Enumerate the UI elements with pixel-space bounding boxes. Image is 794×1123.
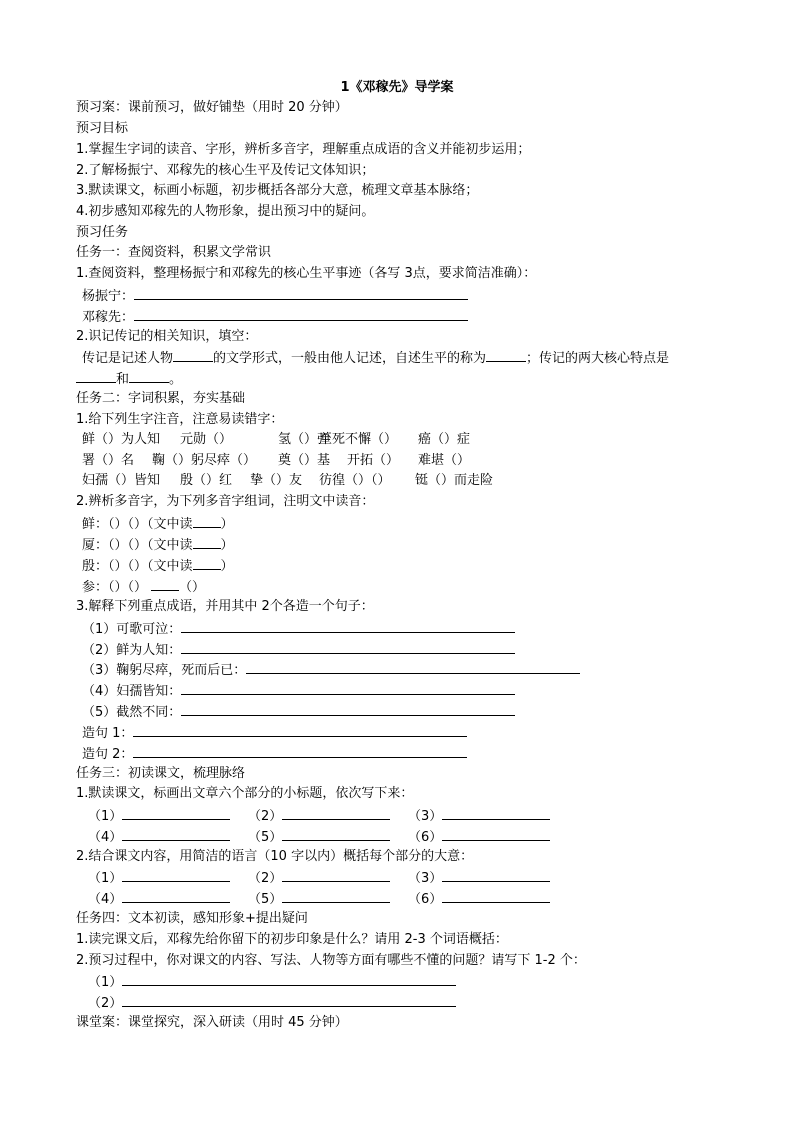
idiom-row xyxy=(82,680,515,702)
task3-title: 任务三：初读课文，梳理脉络 xyxy=(76,766,246,781)
poly-end: ） xyxy=(220,559,234,574)
pinyin-item[interactable]: 铤（）而走险 xyxy=(415,473,494,488)
deng-blank[interactable] xyxy=(134,306,468,321)
question-blank[interactable] xyxy=(122,992,456,1007)
poly-char: 鲜： xyxy=(82,517,109,532)
sentence-row-2 xyxy=(82,743,467,765)
yang-label: 杨振宁： xyxy=(82,289,135,304)
poly-blank[interactable] xyxy=(193,555,221,570)
summary-item xyxy=(408,867,550,889)
biography-fill-row-2 xyxy=(76,368,182,390)
summary-blank[interactable] xyxy=(122,867,230,882)
summary-blank[interactable] xyxy=(442,888,550,903)
item-label: （5） xyxy=(248,830,283,845)
pinyin-item[interactable]: 署（）名 xyxy=(82,453,135,468)
sentence-blank[interactable] xyxy=(133,743,467,758)
summary-blank[interactable] xyxy=(282,888,390,903)
heading-item xyxy=(88,826,230,848)
deng-label: 邓稼先： xyxy=(82,310,135,325)
item-label: （2） xyxy=(248,871,283,886)
idiom-row xyxy=(82,659,580,681)
yang-row xyxy=(82,285,468,307)
sentence-row-1 xyxy=(82,722,467,744)
task1-title: 任务一：查阅资料，积累文学常识 xyxy=(76,245,272,260)
poly-text: （）（）（文中读 xyxy=(108,559,193,574)
bio-blank-1[interactable] xyxy=(173,347,213,362)
pinyin-item[interactable]: 奠（）基 xyxy=(278,453,331,468)
item-label: （6） xyxy=(408,830,443,845)
poly-row xyxy=(82,555,234,577)
class-header: 课堂案：课堂探究，深入研读（用时 45 分钟） xyxy=(76,1015,348,1030)
task2-q2: 2.辨析多音字，为下列多音字组词，注明文中读音： xyxy=(76,494,375,509)
sentence-label: 造句 2： xyxy=(82,747,134,762)
heading-item xyxy=(248,805,390,827)
heading-blank[interactable] xyxy=(282,805,390,820)
pinyin-item[interactable]: 元勋（） xyxy=(180,432,233,447)
poly-text: （）（） xyxy=(108,580,148,595)
idiom-label: （4）妇孺皆知： xyxy=(82,684,182,699)
summary-item xyxy=(88,888,230,910)
task3-q2: 2.结合课文内容，用简洁的语言（10 字以内）概括每个部分的大意： xyxy=(76,849,474,864)
poly-blank[interactable] xyxy=(193,513,221,528)
item-label: （1） xyxy=(88,871,123,886)
item-label: （1） xyxy=(88,975,123,990)
summary-item xyxy=(248,888,390,910)
poly-text: （）（）（文中读 xyxy=(108,538,193,553)
idiom-label: （2）鲜为人知： xyxy=(82,643,182,658)
bio-text-a: 传记是记述人物 xyxy=(82,351,174,366)
heading-item xyxy=(248,826,390,848)
goal-2: 2.了解杨振宁、邓稼先的核心生平及传记文体知识； xyxy=(76,163,375,178)
item-label: （1） xyxy=(88,809,123,824)
summary-item xyxy=(88,867,230,889)
bio-text-c: ；传记的两大核心特点是 xyxy=(526,351,670,366)
idiom-label: （1）可歌可泣： xyxy=(82,622,182,637)
poly-end: （） xyxy=(179,580,206,595)
heading-blank[interactable] xyxy=(282,826,390,841)
pinyin-item[interactable]: 开拓（） xyxy=(347,453,400,468)
question-blank[interactable] xyxy=(122,971,456,986)
poly-text: （）（）（文中读 xyxy=(108,517,193,532)
poly-row xyxy=(82,513,234,535)
goals-title: 预习目标 xyxy=(76,121,129,136)
bio-blank-4[interactable] xyxy=(129,368,169,383)
summary-item xyxy=(408,888,550,910)
yang-blank[interactable] xyxy=(134,285,468,300)
summary-item xyxy=(248,867,390,889)
tasks-title: 预习任务 xyxy=(76,225,129,240)
task1-q1: 1.查阅资料，整理杨振宁和邓稼先的核心生平事迹（各写 3点，要求简洁准确）： xyxy=(76,266,537,281)
pinyin-item[interactable]: 难堪（） xyxy=(418,453,471,468)
biography-fill-row xyxy=(82,347,669,369)
page-title: 1《邓稼先》导学案 xyxy=(340,80,454,95)
summary-blank[interactable] xyxy=(122,888,230,903)
goal-4: 4.初步感知邓稼先的人物形象，提出预习中的疑问。 xyxy=(76,204,375,219)
question-row-2 xyxy=(88,992,456,1014)
poly-end: ） xyxy=(220,538,234,553)
pinyin-item[interactable]: 挚（）友 xyxy=(250,473,303,488)
pinyin-item[interactable]: 鲜（）为人知 xyxy=(82,432,161,447)
bio-blank-3[interactable] xyxy=(76,368,116,383)
preview-header: 预习案：课前预习，做好铺垫（用时 20 分钟） xyxy=(76,100,348,115)
pinyin-item[interactable]: 氢（）弹 xyxy=(278,432,331,447)
heading-blank[interactable] xyxy=(442,826,550,841)
poly-end: ） xyxy=(220,517,234,532)
heading-item xyxy=(88,805,230,827)
goal-3: 3.默读课文，标画小标题，初步概括各部分大意，梳理文章基本脉络； xyxy=(76,183,479,198)
pinyin-item[interactable]: 癌（）症 xyxy=(418,432,471,447)
task3-q1: 1.默读课文，标画出文章六个部分的小标题，依次写下来： xyxy=(76,786,414,801)
summary-blank[interactable] xyxy=(282,867,390,882)
idiom-label: （5）截然不同： xyxy=(82,705,182,720)
task2-q1: 1.给下列生字注音，注意易读错字： xyxy=(76,412,284,427)
poly-char: 参： xyxy=(82,580,109,595)
task1-q2: 2.识记传记的相关知识，填空： xyxy=(76,329,258,344)
pinyin-item[interactable]: 妇孺（）皆知 xyxy=(82,473,161,488)
item-label: （6） xyxy=(408,892,443,907)
bio-text-b: 的文学形式，一般由他人记述，自述生平的称为 xyxy=(213,351,487,366)
poly-char: 殷： xyxy=(82,559,109,574)
task2-title: 任务二：字词积累，夯实基础 xyxy=(76,391,246,406)
poly-row xyxy=(82,576,205,598)
bio-text-d: 和 xyxy=(116,372,130,387)
bio-blank-2[interactable] xyxy=(486,347,526,362)
task4-title: 任务四：文本初读，感知形象+提出疑问 xyxy=(76,911,308,926)
summary-blank[interactable] xyxy=(442,867,550,882)
idiom-blank[interactable] xyxy=(181,701,515,716)
question-row-1 xyxy=(88,971,456,993)
goal-1: 1.掌握生字词的读音、字形，辨析多音字，理解重点成语的含义并能初步运用； xyxy=(76,142,531,157)
heading-blank[interactable] xyxy=(442,805,550,820)
pinyin-item[interactable]: 至死不懈（） xyxy=(319,432,398,447)
idiom-blank[interactable] xyxy=(246,659,580,674)
sentence-blank[interactable] xyxy=(133,722,467,737)
heading-blank[interactable] xyxy=(122,826,230,841)
item-label: （2） xyxy=(88,996,123,1011)
pinyin-item[interactable]: 彷徨（）（） xyxy=(319,473,391,488)
item-label: （5） xyxy=(248,892,283,907)
idiom-label: （3）鞠躬尽瘁，死而后已： xyxy=(82,663,247,678)
item-label: （4） xyxy=(88,892,123,907)
task4-q1: 1.读完课文后，邓稼先给你留下的初步印象是什么？请用 2-3 个词语概括： xyxy=(76,932,508,947)
heading-item xyxy=(408,805,550,827)
idiom-blank[interactable] xyxy=(181,618,515,633)
item-label: （3） xyxy=(408,809,443,824)
heading-item xyxy=(408,826,550,848)
item-label: （2） xyxy=(248,809,283,824)
idiom-row xyxy=(82,639,515,661)
poly-blank[interactable] xyxy=(151,576,179,591)
idiom-blank[interactable] xyxy=(181,639,515,654)
bio-text-e: 。 xyxy=(169,372,183,387)
heading-blank[interactable] xyxy=(122,805,230,820)
pinyin-item[interactable]: 鞠（）躬尽瘁（） xyxy=(152,453,257,468)
poly-char: 厦： xyxy=(82,538,109,553)
task4-q2: 2.预习过程中，你对课文的内容、写法、人物等方面有哪些不懂的问题？请写下 1-2 个： xyxy=(76,953,586,968)
item-label: （4） xyxy=(88,830,123,845)
idiom-row xyxy=(82,701,515,723)
pinyin-item[interactable]: 殷（）红 xyxy=(180,473,233,488)
poly-row xyxy=(82,534,234,556)
idiom-blank[interactable] xyxy=(181,680,515,695)
poly-blank[interactable] xyxy=(193,534,221,549)
deng-row xyxy=(82,306,468,328)
idiom-row xyxy=(82,618,515,640)
item-label: （3） xyxy=(408,871,443,886)
sentence-label: 造句 1： xyxy=(82,726,134,741)
task2-q3: 3.解释下列重点成语，并用其中 2个各造一个句子： xyxy=(76,599,374,614)
